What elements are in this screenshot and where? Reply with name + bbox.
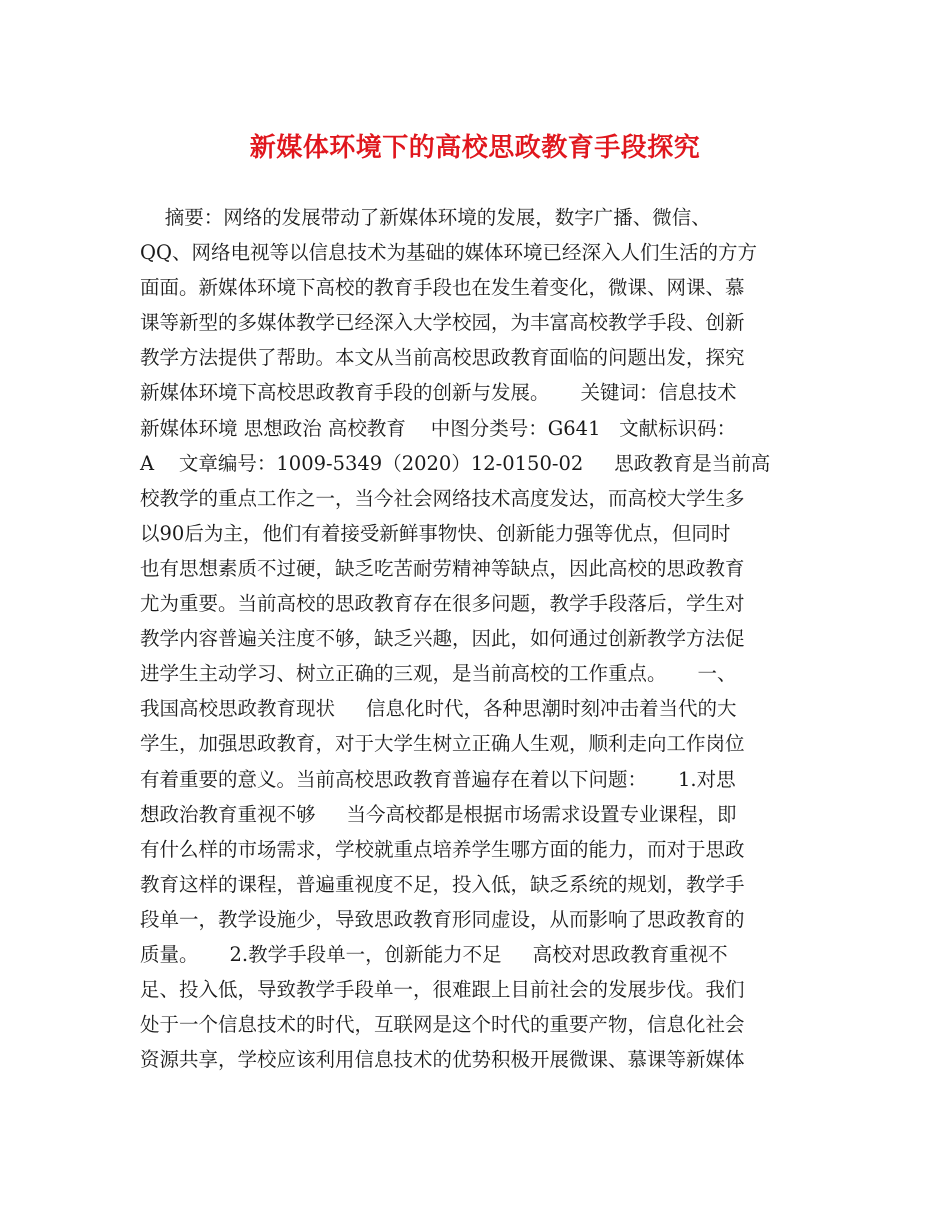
body-line: 处于一个信息技术的时代，互联网是这个时代的重要产物，信息化社会 [140,1013,745,1037]
body-line: 教学方法提供了帮助。本文从当前高校思政教育面临的问题出发，探究 [140,346,745,370]
body-line: A 文章编号：1009-5349（2020）12-0150-02 思政教育是当前高 [140,451,771,475]
body-line: 摘要：网络的发展带动了新媒体环境的发展，数字广播、微信、 [140,206,711,229]
body-line: 质量。 2.教学手段单一，创新能力不足 高校对思政教育重视不 [140,942,728,966]
body-line: 课等新型的多媒体教学已经深入大学校园，为丰富高校教学手段、创新 [140,311,745,335]
body-line: 进学生主动学习、树立正确的三观，是当前高校的工作重点。 一、 [140,662,737,686]
body-line: 新媒体环境 思想政治 高校教育 中图分类号：G641 文献标识码： [140,416,737,440]
body-line: 教育这样的课程，普遍重视度不足，投入低，缺乏系统的规划，教学手 [140,872,745,896]
body-line: QQ、网络电视等以信息技术为基础的媒体环境已经深入人们生活的方方 [140,241,757,265]
body-line: 校教学的重点工作之一，当今社会网络技术高度发达，而高校大学生多 [140,486,745,510]
body-line: 尤为重要。当前高校的思政教育存在很多问题，教学手段落后，学生对 [140,592,745,616]
body-line: 有什么样的市场需求，学校就重点培养学生哪方面的能力，而对于思政 [140,837,745,861]
document-body [140,200,820,1077]
body-line: 以90后为主，他们有着接受新鲜事物快、创新能力强等优点，但同时 [140,521,731,545]
body-line: 有着重要的意义。当前高校思政教育普遍存在着以下问题： 1.对思 [140,767,736,791]
body-line: 段单一，教学设施少，导致思政教育形同虚设，从而影响了思政教育的 [140,907,745,931]
body-line: 资源共享，学校应该利用信息技术的优势积极开展微课、慕课等新媒体 [140,1048,745,1072]
body-line: 也有思想素质不过硬，缺乏吃苦耐劳精神等缺点，因此高校的思政教育 [140,556,745,580]
body-line: 想政治教育重视不够 当今高校都是根据市场需求设置专业课程，即 [140,802,737,826]
body-line: 我国高校思政教育现状 信息化时代，各种思潮时刻冲击着当代的大 [140,697,737,721]
body-line: 面面。新媒体环境下高校的教育手段也在发生着变化，微课、网课、慕 [140,276,745,300]
body-line: 新媒体环境下高校思政教育手段的创新与发展。 关键词：信息技术 [140,381,737,405]
document-title: 新媒体环境下的高校思政教育手段探究 [249,133,701,163]
body-line: 学生，加强思政教育，对于大学生树立正确人生观，顺利走向工作岗位 [140,732,745,756]
body-line: 足、投入低，导致教学手段单一，很难跟上目前社会的发展步伐。我们 [140,978,745,1002]
body-line: 教学内容普遍关注度不够，缺乏兴趣，因此，如何通过创新教学方法促 [140,627,745,651]
